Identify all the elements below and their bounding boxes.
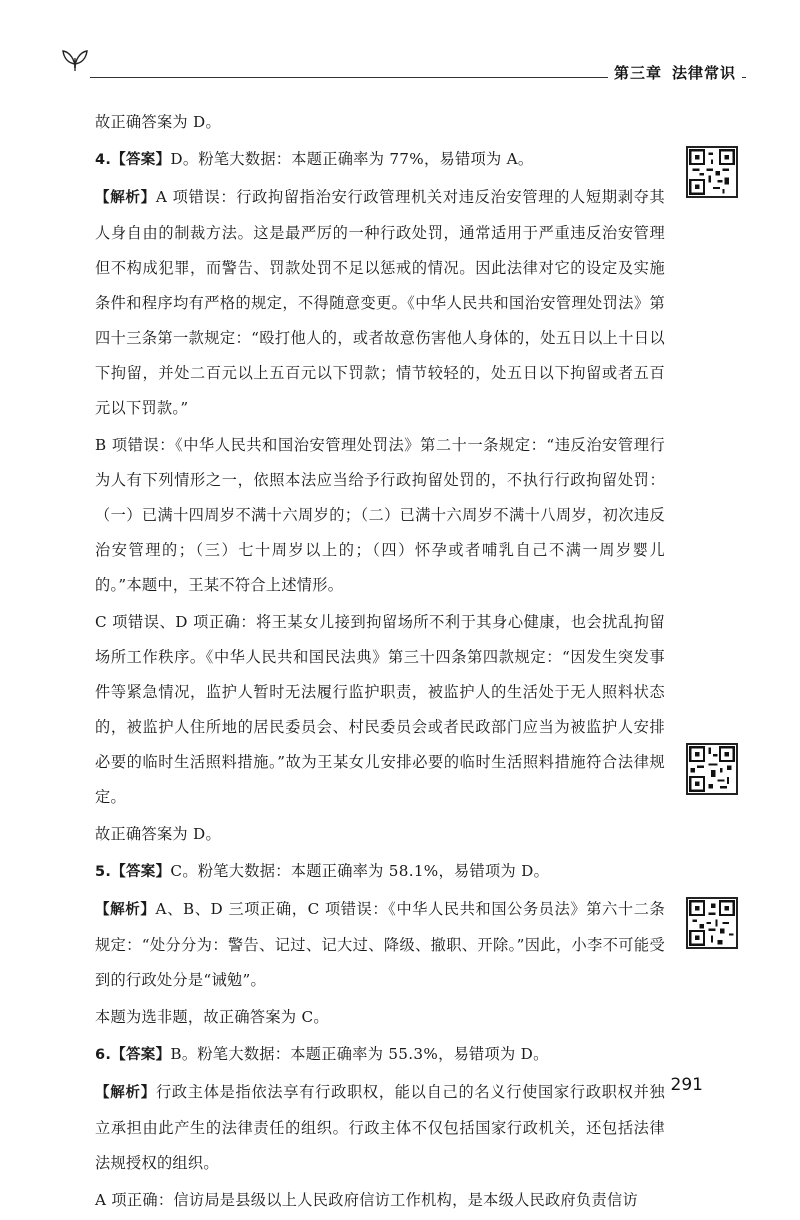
analysis-paragraph (95, 1075, 665, 1181)
analysis-paragraph (95, 180, 665, 426)
paragraph-text: 本题为选非题，故正确答案为 C。 (95, 1008, 329, 1026)
page-header (0, 0, 800, 110)
paragraph (95, 428, 665, 603)
paragraph (95, 105, 665, 140)
qr-code-icon[interactable] (686, 743, 738, 795)
answer-label: 4.【答案】 (95, 152, 171, 168)
analysis-label: 【解析】 (95, 902, 156, 918)
paragraph (95, 1183, 665, 1218)
paragraph (95, 605, 665, 815)
paragraph (95, 817, 665, 852)
paragraph-text: D。粉笔大数据：本题正确率为 77%，易错项为 A。 (170, 150, 534, 168)
paragraph-text: B。粉笔大数据：本题正确率为 55.3%，易错项为 D。 (170, 1045, 549, 1063)
paragraph-text: C。粉笔大数据：本题正确率为 58.1%，易错项为 D。 (170, 862, 550, 880)
paragraph-text: A 项正确：信访局是县级以上人民政府信访工作机构，是本级人民政府负责信访 (95, 1191, 638, 1209)
paragraph-text: B 项错误：《中华人民共和国治安管理处罚法》第二十一条规定：“违反治安管理行为人有下列情形之一，依照本法应当给予行政拘留处罚的，不执行行政拘留处罚：（一）已满十四周岁不满十六周岁的；（二）已满十六周岁不满十八周岁，初次违反治安管理的；（三）七十周岁以上的；（四）怀孕或者哺乳自己不满一周岁婴儿的。”本题中，王某不符合上述情形。 (95, 436, 665, 594)
paragraph (95, 1000, 665, 1035)
paragraph-text: A 项错误：行政拘留指治安行政管理机关对违反治安管理的人短期剥夺其人身自由的制裁方法。这是最严厉的一种行政处罚，通常适用于严重违反治安管理但不构成犯罪，而警告、罚款处罚不足以惩戒的情况。因此法律对它的设定及实施条件和程序均有严格的规定，不得随意变更。《中华人民共和国治安管理处罚法》第四十三条第一款规定：“殴打他人的，或者故意伤害他人身体的，处五日以上十日以下拘留，并处二百元以上五百元以下罚款；情节较轻的，处五日以下拘留或者五百元以下罚款。” (95, 188, 666, 417)
paragraph-text: 故正确答案为 D。 (95, 113, 222, 131)
paragraph-text: C 项错误、D 项正确：将王某女儿接到拘留场所不利于其身心健康，也会扰乱拘留场所工作秩序。《中华人民共和国民法典》第三十四条第四款规定：“因发生突发事件等紧急情况，监护人暂时无法履行监护职责，被监护人的生活处于无人照料状态的，被监护人住所地的居民委员会、村民委员会或者民政部门应当为被监护人安排必要的临时生活照料措施。”故为王某女儿安排必要的临时生活照料措施符合法律规定。 (95, 613, 665, 806)
chapter-number: 第三章 (613, 64, 662, 82)
paragraph-text: 故正确答案为 D。 (95, 825, 222, 843)
answer-label: 5.【答案】 (95, 864, 171, 880)
qr-code-icon[interactable] (686, 146, 738, 198)
qr-code-icon[interactable] (686, 897, 738, 949)
paragraph-text: A、B、D 三项正确，C 项错误：《中华人民共和国公务员法》第六十二条规定：“处分分为：警告、记过、记大过、降级、撤职、开除。”因此，小李不可能受到的行政处分是“诫勉”。 (95, 900, 666, 989)
analysis-paragraph (95, 892, 665, 998)
paragraph-text: 行政主体是指依法享有行政职权，能以自己的名义行使国家行政职权并独立承担由此产生的法律责任的组织。行政主体不仅包括国家行政机关，还包括法律法规授权的组织。 (95, 1083, 665, 1172)
chapter-title: 法律常识 (671, 64, 736, 82)
page-body (95, 105, 665, 1220)
answer-paragraph (95, 1037, 665, 1073)
analysis-label: 【解析】 (95, 190, 156, 206)
chapter-heading (608, 62, 742, 83)
analysis-label: 【解析】 (95, 1085, 156, 1101)
answer-label: 6.【答案】 (95, 1047, 171, 1063)
leaf-icon (60, 46, 90, 72)
page-number: 291 (670, 1075, 703, 1095)
answer-paragraph (95, 854, 665, 890)
answer-paragraph (95, 142, 665, 178)
